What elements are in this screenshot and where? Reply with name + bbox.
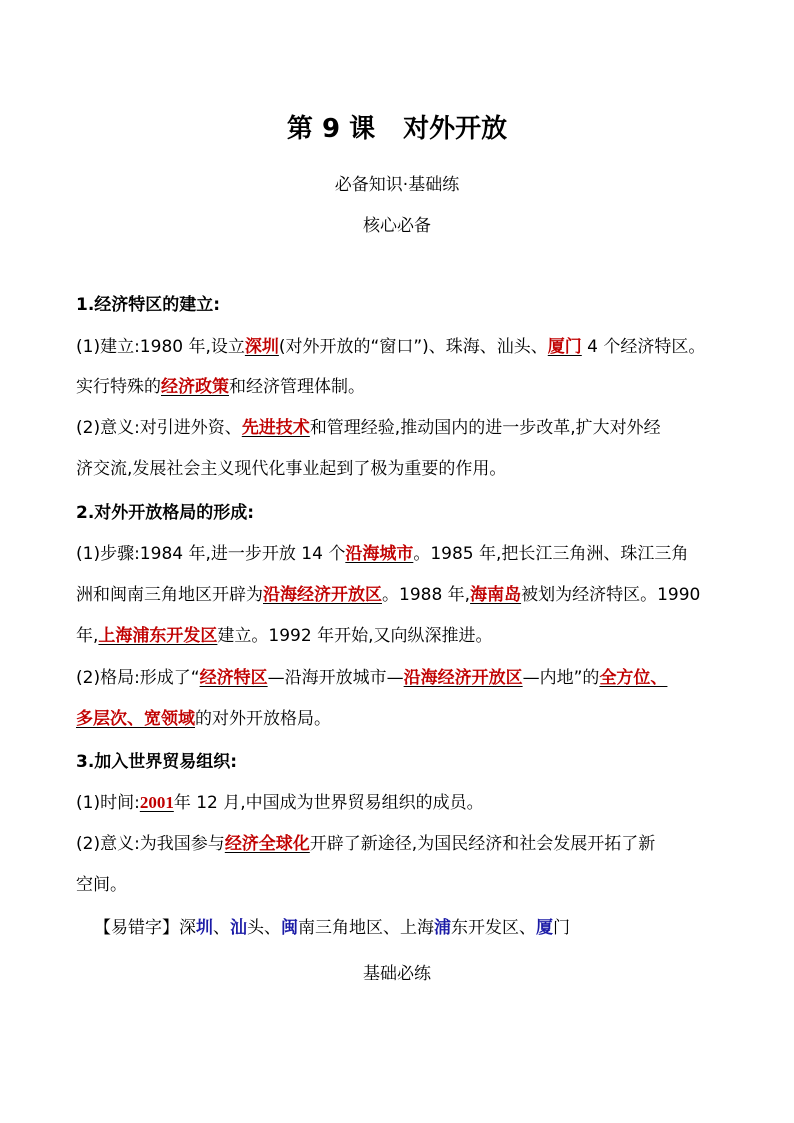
fill-answer: 沿海城市 (345, 544, 414, 564)
text: 和经济管理体制。 (229, 377, 365, 397)
highlight-char: 厦 (536, 918, 553, 938)
section-3-heading: 3.加入世界贸易组织: (76, 752, 238, 772)
text: (对外开放的“窗口”)、珠海、汕头、 (278, 337, 548, 357)
fill-answer: 多层次、宽领域 (76, 709, 195, 729)
section-2-heading: 2.对外开放格局的形成: (76, 503, 255, 523)
text: 、 (383, 918, 400, 938)
text: 头 (247, 918, 264, 938)
section-1-line-1 (76, 336, 705, 358)
easy-mistake-characters (94, 917, 570, 939)
text: 建立。1992 年开始,又向纵深推进。 (217, 626, 493, 646)
section-2-line-3 (76, 625, 492, 647)
section-2-line-5 (76, 708, 331, 730)
text: 东开发区 (451, 918, 519, 938)
text: 门 (553, 918, 570, 938)
section-1-heading: 1.经济特区的建立: (76, 295, 221, 315)
highlight-char: 汕 (230, 918, 247, 938)
fill-answer: 上海浦东开发区 (98, 626, 218, 646)
section-3-line-2 (76, 833, 655, 855)
text: 被划为经济特区。1990 (521, 585, 701, 605)
section-1-line-3 (76, 417, 661, 439)
highlight-char: 浦 (434, 918, 451, 938)
text: 。1988 年, (382, 585, 471, 605)
text: 开辟了新途径,为国民经济和社会发展开拓了新 (309, 834, 656, 854)
fill-answer: 深圳 (244, 337, 279, 357)
section-2-line-1 (76, 543, 688, 565)
text: (1)时间: (76, 793, 140, 813)
text: 的对外开放格局。 (195, 709, 331, 729)
text: (1)建立:1980 年,设立 (76, 337, 245, 357)
text: 、 (519, 918, 536, 938)
text: 、 (264, 918, 281, 938)
text: 年, (76, 626, 99, 646)
section-3-line-3: 空间。 (76, 875, 127, 895)
fill-answer: 沿海经济开放区 (403, 668, 523, 688)
fill-answer: 经济全球化 (224, 834, 310, 854)
fill-answer: 先进技术 (241, 418, 310, 438)
lesson-name: 对外开放 (403, 114, 508, 144)
subtitle: 必备知识·基础练 (334, 175, 460, 195)
section-1-line-2 (76, 376, 365, 398)
text: —内地”的 (522, 668, 600, 688)
fill-answer: 2001 (139, 793, 174, 812)
highlight-char: 圳 (196, 918, 213, 938)
text: 和管理经验,推动国内的进一步改革,扩大对外经 (309, 418, 661, 438)
highlight-char: 闽 (281, 918, 298, 938)
text: (2)意义:为我国参与 (76, 834, 225, 854)
fill-answer: 沿海经济开放区 (263, 585, 382, 605)
text: 、 (213, 918, 230, 938)
text: (1)步骤:1984 年,进一步开放 14 个 (76, 544, 346, 564)
section-2-line-4 (76, 667, 667, 689)
text: —沿海开放城市— (267, 668, 404, 688)
fill-answer: 全方位、 (599, 668, 668, 688)
fill-answer: 海南岛 (470, 585, 522, 605)
text: 上海 (400, 918, 434, 938)
lesson-number: 第 9 课 (286, 114, 376, 144)
fill-answer: 经济特区 (199, 668, 268, 688)
text: (2)意义:对引进外资、 (76, 418, 242, 438)
text: 深 (179, 918, 196, 938)
fill-answer: 厦门 (547, 337, 582, 357)
section-core-heading: 核心必备 (363, 216, 431, 236)
text: 南三角地区 (298, 918, 383, 938)
fill-answer: 经济政策 (161, 377, 229, 397)
lesson-title (0, 108, 794, 145)
section-2-line-2 (76, 584, 700, 606)
text: 年 12 月,中国成为世界贸易组织的成员。 (173, 793, 484, 813)
text: 4 个经济特区。 (581, 337, 706, 357)
text: (2)格局:形成了“ (76, 668, 200, 688)
text: 洲和闽南三角地区开辟为 (76, 585, 263, 605)
section-1-line-4: 济交流,发展社会主义现代化事业起到了极为重要的作用。 (76, 459, 507, 479)
text: 实行特殊的 (76, 377, 161, 397)
tip-label: 【易错字】 (94, 918, 179, 938)
text: 。1985 年,把长江三角洲、珠江三角 (413, 544, 689, 564)
section-3-line-1 (76, 792, 484, 814)
section-basic-heading: 基础必练 (363, 964, 431, 984)
